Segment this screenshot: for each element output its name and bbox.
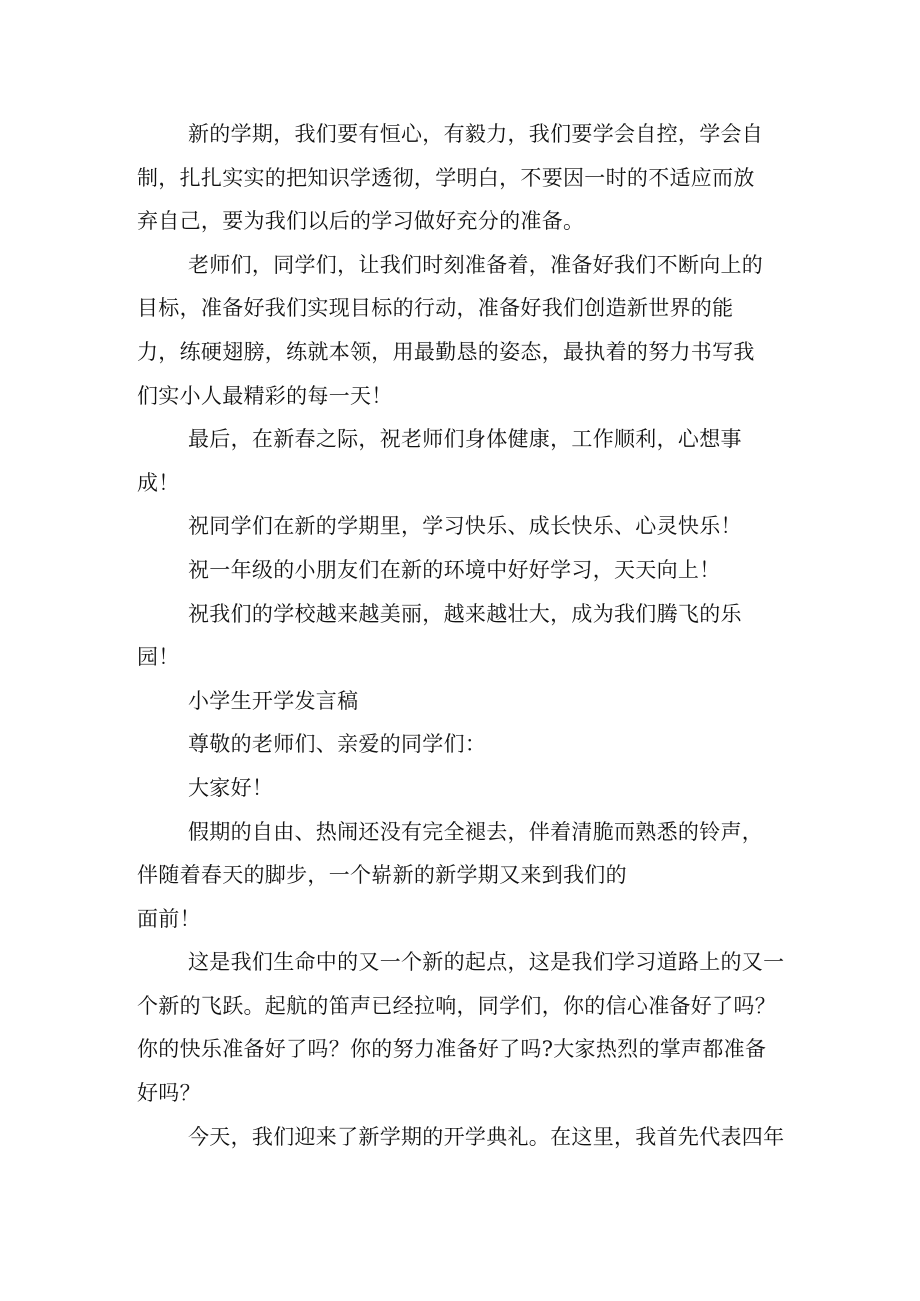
paragraph-line: 新的学期，我们要有恒心，有毅力，我们要学会自控，学会自 — [188, 122, 764, 146]
paragraph-line: 成！ — [137, 470, 180, 495]
paragraph-line: 好吗？ — [137, 1081, 201, 1106]
paragraph-line: 祝一年级的小朋友们在新的环境中好好学习，天天向上！ — [188, 557, 721, 582]
paragraph-line: 园！ — [137, 645, 180, 670]
paragraph-line: 伴随着春天的脚步，一个崭新的新学期又来到我们的 — [137, 863, 627, 888]
paragraph-line: 这是我们生命中的又一个新的起点，这是我们学习道路上的又一 — [188, 950, 785, 975]
paragraph-line: 你的快乐准备好了吗？你的努力准备好了吗?大家热烈的掌声都准备 — [137, 1037, 767, 1062]
paragraph-line: 们实小人最精彩的每一天！ — [137, 383, 393, 408]
paragraph-line: 祝同学们在新的学期里，学习快乐、成长快乐、心灵快乐！ — [188, 514, 742, 539]
paragraph-line: 目标，准备好我们实现目标的行动，准备好我们创造新世界的能 — [137, 296, 734, 321]
paragraph-line: 力，练硬翅膀，练就本领，用最勤恳的姿态，最执着的努力书写我 — [137, 339, 755, 364]
greeting: 大家好！ — [188, 775, 274, 800]
document-title: 小学生开学发言稿 — [188, 688, 359, 713]
document-body — [137, 113, 797, 1159]
paragraph-line: 面前！ — [137, 906, 201, 931]
paragraph-line: 祝我们的学校越来越美丽，越来越壮大，成为我们腾飞的乐 — [188, 601, 742, 626]
paragraph-line: 老师们，同学们，让我们时刻准备着，准备好我们不断向上的 — [188, 252, 764, 277]
paragraph-line: 假期的自由、热闹还没有完全褪去，伴着清脆而熟悉的铃声， — [188, 819, 764, 844]
paragraph-line: 制，扎扎实实的把知识学透彻，学明白，不要因一时的不适应而放 — [137, 165, 755, 190]
paragraph-line: 最后，在新春之际，祝老师们身体健康，工作顺利，心想事 — [188, 427, 742, 452]
paragraph-line: 个新的飞跃。起航的笛声已经拉响，同学们，你的信心准备好了吗？ — [137, 993, 776, 1018]
salutation: 尊敬的老师们、亲爱的同学们： — [188, 732, 487, 757]
paragraph-line: 今天，我们迎来了新学期的开学典礼。在这里，我首先代表四年 — [188, 1124, 785, 1149]
paragraph-line: 弃自己，要为我们以后的学习做好充分的准备。 — [137, 209, 585, 234]
